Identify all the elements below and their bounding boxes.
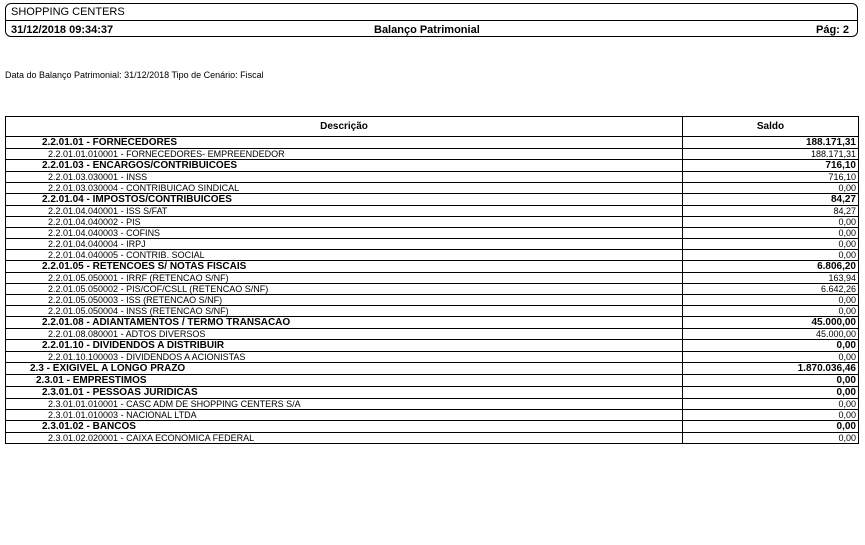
row-description: 2.3.01.01 - PESSOAS JURIDICAS — [6, 387, 683, 399]
row-description: 2.2.01.04.040002 - PIS — [6, 217, 683, 228]
table-row — [6, 194, 859, 206]
table-row — [6, 340, 859, 352]
row-description: 2.2.01.10 - DIVIDENDOS A DISTRIBUIR — [6, 340, 683, 352]
table-row — [6, 306, 859, 317]
row-description: 2.2.01.04 - IMPOSTOS/CONTRIBUICOES — [6, 194, 683, 206]
page-number: Pág: 2 — [815, 24, 849, 36]
table-row — [6, 261, 859, 273]
balance-table — [5, 116, 859, 444]
row-description: 2.2.01.05.050001 - IRRF (RETENCAO S/NF) — [6, 273, 683, 284]
row-saldo: 0,00 — [683, 295, 859, 306]
row-description: 2.3 - EXIGIVEL A LONGO PRAZO — [6, 363, 683, 375]
row-description: 2.3.01.02.020001 - CAIXA ECONOMICA FEDERAL — [6, 433, 683, 444]
row-description: 2.3.01.01.010001 - CASC ADM DE SHOPPING CENTERS S/A — [6, 399, 683, 410]
row-description: 2.2.01.01.010001 - FORNECEDORES- EMPREENDEDOR — [6, 149, 683, 160]
header-divider — [6, 20, 857, 21]
table-body — [6, 137, 859, 444]
row-description: 2.2.01.05.050002 - PIS/COF/CSLL (RETENCAO S/NF) — [6, 284, 683, 295]
column-header-saldo: Saldo — [683, 117, 859, 137]
row-saldo: 0,00 — [683, 352, 859, 363]
table-row — [6, 250, 859, 261]
table-row — [6, 137, 859, 149]
row-description: 2.2.01.01 - FORNECEDORES — [6, 137, 683, 149]
table-row — [6, 284, 859, 295]
row-saldo: 6.806,20 — [683, 261, 859, 273]
row-saldo: 716,10 — [683, 160, 859, 172]
row-description: 2.2.01.04.040001 - ISS S/FAT — [6, 206, 683, 217]
row-saldo: 0,00 — [683, 421, 859, 433]
row-saldo: 0,00 — [683, 387, 859, 399]
row-saldo: 0,00 — [683, 239, 859, 250]
report-meta: Data do Balanço Patrimonial: 31/12/2018 Tipo de Cenário: Fiscal — [5, 70, 264, 80]
row-description: 2.2.01.04.040003 - COFINS — [6, 228, 683, 239]
row-description: 2.2.01.03 - ENCARGOS/CONTRIBUICOES — [6, 160, 683, 172]
table-header-row — [6, 117, 859, 137]
row-description: 2.2.01.04.040005 - CONTRIB. SOCIAL — [6, 250, 683, 261]
row-saldo: 163,94 — [683, 273, 859, 284]
table-row — [6, 183, 859, 194]
row-saldo: 45.000,00 — [683, 329, 859, 340]
row-description: 2.3.01.02 - BANCOS — [6, 421, 683, 433]
row-saldo: 0,00 — [683, 433, 859, 444]
row-description: 2.2.01.08 - ADIANTAMENTOS / TERMO TRANSACAO — [6, 317, 683, 329]
row-saldo: 0,00 — [683, 183, 859, 194]
company-name: SHOPPING CENTERS — [11, 6, 125, 18]
table-row — [6, 295, 859, 306]
table-row — [6, 317, 859, 329]
row-description: 2.2.01.05.050003 - ISS (RETENCAO S/NF) — [6, 295, 683, 306]
row-description: 2.2.01.05.050004 - INSS (RETENCAO S/NF) — [6, 306, 683, 317]
table-row — [6, 410, 859, 421]
row-saldo: 188.171,31 — [683, 149, 859, 160]
row-saldo: 0,00 — [683, 217, 859, 228]
row-saldo: 84,27 — [683, 206, 859, 217]
table-row — [6, 239, 859, 250]
row-description: 2.2.01.04.040004 - IRPJ — [6, 239, 683, 250]
row-saldo: 188.171,31 — [683, 137, 859, 149]
table-row — [6, 228, 859, 239]
row-saldo: 1.870.036,46 — [683, 363, 859, 375]
table-row — [6, 172, 859, 183]
table-row — [6, 363, 859, 375]
table-row — [6, 329, 859, 340]
table-row — [6, 149, 859, 160]
row-saldo: 0,00 — [683, 228, 859, 239]
row-saldo: 0,00 — [683, 399, 859, 410]
row-saldo: 45.000,00 — [683, 317, 859, 329]
table-row — [6, 217, 859, 228]
row-description: 2.2.01.03.030004 - CONTRIBUICAO SINDICAL — [6, 183, 683, 194]
table-row — [6, 352, 859, 363]
row-saldo: 0,00 — [683, 410, 859, 421]
row-saldo: 0,00 — [683, 375, 859, 387]
table-row — [6, 421, 859, 433]
row-saldo: 0,00 — [683, 340, 859, 352]
table-row — [6, 387, 859, 399]
table-row — [6, 206, 859, 217]
row-saldo: 716,10 — [683, 172, 859, 183]
report-header — [5, 3, 858, 37]
report-datetime: 31/12/2018 09:34:37 — [11, 24, 114, 36]
row-description: 2.2.01.03.030001 - INSS — [6, 172, 683, 183]
row-saldo: 84,27 — [683, 194, 859, 206]
row-saldo: 0,00 — [683, 250, 859, 261]
row-description: 2.3.01 - EMPRESTIMOS — [6, 375, 683, 387]
table-row — [6, 433, 859, 444]
table-row — [6, 273, 859, 284]
report-title: Balanço Patrimonial — [374, 24, 480, 36]
column-header-descricao: Descrição — [6, 117, 683, 137]
row-description: 2.2.01.05 - RETENCOES S/ NOTAS FISCAIS — [6, 261, 683, 273]
row-description: 2.2.01.10.100003 - DIVIDENDOS A ACIONISTAS — [6, 352, 683, 363]
row-saldo: 0,00 — [683, 306, 859, 317]
table-row — [6, 375, 859, 387]
row-description: 2.3.01.01.010003 - NACIONAL LTDA — [6, 410, 683, 421]
row-description: 2.2.01.08.080001 - ADTOS DIVERSOS — [6, 329, 683, 340]
table-row — [6, 160, 859, 172]
table-row — [6, 399, 859, 410]
row-saldo: 6.642,26 — [683, 284, 859, 295]
